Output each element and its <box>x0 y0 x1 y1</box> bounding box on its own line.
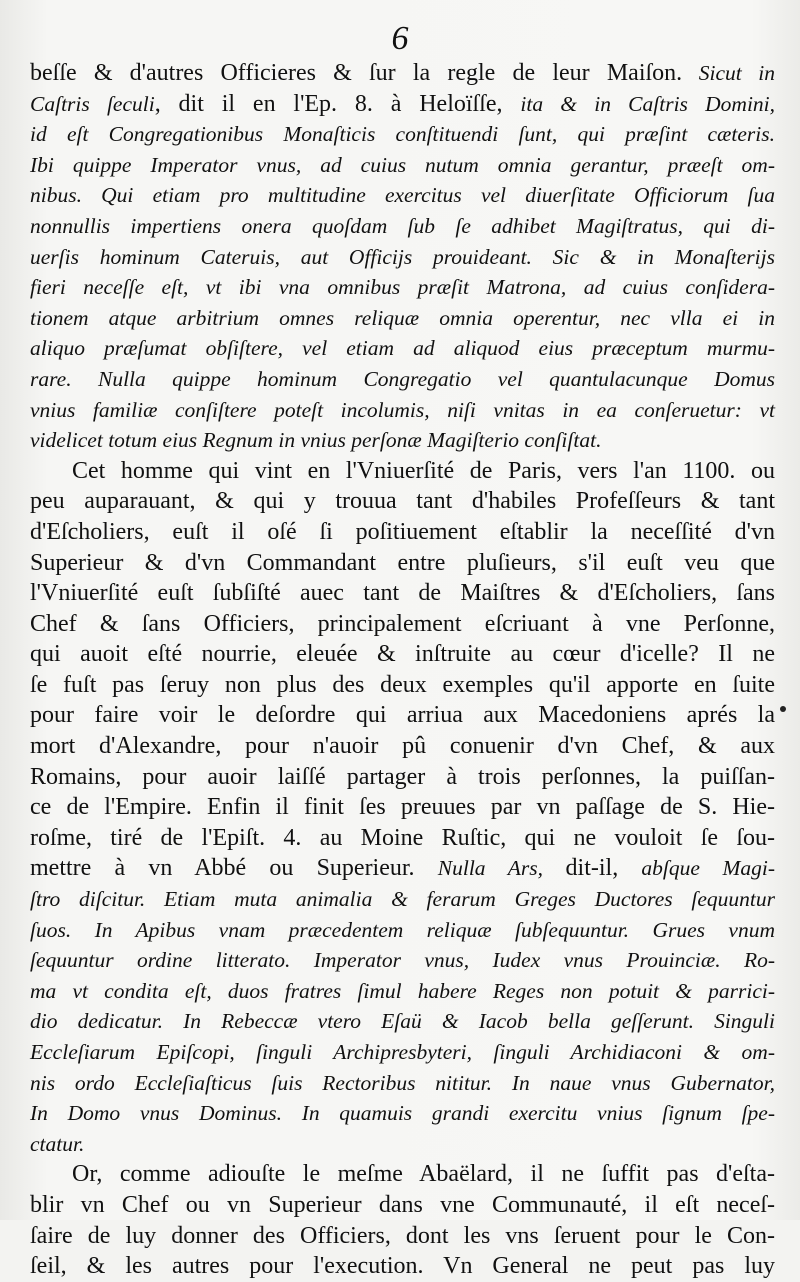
text-line: nibus. Qui etiam pro multitudine exercitus vel diuerſitate Officiorum ſua <box>30 183 775 208</box>
text-line: ſequuntur ordine litterato. Imperator vnus, Iudex vnus Prouinciæ. Ro- <box>30 948 775 973</box>
latin-quote-span: Sicut in <box>682 61 775 85</box>
text-line <box>30 89 775 120</box>
text-line: Ibi quippe Imperator vnus, ad cuius nutum omnia gerantur, præeſt om- <box>30 152 775 177</box>
text-line: In Domo vnus Dominus. In quamuis grandi exercitu vnius ſignum ſpe- <box>30 1101 775 1126</box>
text-line: ce de l'Empire. Enfin il finit ſes preuues par vn paſſage de S. Hie- <box>30 794 775 821</box>
text-line: ſeil, & les autres pour l'execution. Vn General ne peut pas luy <box>30 1253 775 1280</box>
text-line: aliquo præſumat obſiſtere, vel etiam ad aliquod eius præceptum murmu- <box>30 336 775 361</box>
margin-dot-mark <box>780 706 786 712</box>
text-line <box>30 853 775 884</box>
text-line: ſe fuſt pas ſeruy non plus des deux exemples qu'il apporte en ſuite <box>30 671 775 698</box>
text-line: l'Vniuerſité euſt ſubſiſté auec tant de Maiſtres & d'Eſcholiers, ſans <box>30 580 775 607</box>
text-line: vnius familiæ conſiſtere poteſt incolumis, niſi vnitas in ea conſeruetur: vt <box>30 397 775 422</box>
text-line: blir vn Chef ou vn Superieur dans vne Communauté, il eſt neceſ- <box>30 1191 775 1218</box>
text-line: ctatur. <box>30 1131 85 1156</box>
text-line: peu auparauant, & qui y trouua tant d'habiles Profeſſeurs & tant <box>30 488 775 515</box>
text-line: ma vt condita eſt, duos fratres ſimul habere Reges non potuit & parrici- <box>30 978 775 1003</box>
text-line: ſtro diſcitur. Etiam muta animalia & ferarum Greges Ductores ſequuntur <box>30 887 775 912</box>
text-line: Superieur & d'vn Commandant entre pluſieurs, s'il euſt veu que <box>30 549 775 576</box>
french-text-span: , dit il en l'Ep. 8. à Heloïſſe, <box>154 90 521 117</box>
text-line: id eſt Congregationibus Monaſticis conſtituendi ſunt, qui præſint cæteris. <box>30 122 775 147</box>
text-line: Or, comme adiouſte le meſme Abaëlard, il ne ſuffit pas d'eſta- <box>72 1161 775 1188</box>
text-line: ſaire de luy donner des Officiers, dont les vns ſeruent pour le Con- <box>30 1222 775 1249</box>
text-line: Eccleſiarum Epiſcopi, ſinguli Archipresbyteri, ſinguli Archidiaconi & om- <box>30 1040 775 1064</box>
text-line: Cet homme qui vint en l'Vniuerſité de Paris, vers l'an 1100. ou <box>72 457 775 484</box>
text-line: tionem atque arbitrium omnes reliquæ omnia operentur, nec vlla ei in <box>30 305 775 330</box>
text-line: uerſis hominum Cateruis, aut Officijs prouideant. Sic & in Monaſterijs <box>30 244 775 269</box>
text-line <box>30 58 775 89</box>
latin-quote-span: abſque Magi- <box>641 856 776 881</box>
text-line: videlicet totum eius Regnum in vnius perſonæ Magiſterio conſiſtat. <box>30 428 602 453</box>
text-line: ſuos. In Apibus vnam præcedentem reliquæ ſubſequuntur. Grues vnum <box>30 917 775 942</box>
latin-quote-span: ita & in Caſtris Domini, <box>520 91 776 116</box>
french-text-span: mettre à vn Abbé ou Superieur. <box>30 855 438 882</box>
latin-quote-span: Nulla Ars, <box>437 856 566 881</box>
text-line: roſme, tiré de l'Epiſt. 4. au Moine Ruſtic, qui ne vouloit ſe ſou- <box>30 824 775 851</box>
french-text-span: dit-il, <box>565 855 642 882</box>
text-line: d'Eſcholiers, euſt il oſé ſi poſitiuement eſtablir la neceſſité d'vn <box>30 518 775 545</box>
text-line: pour faire voir le deſordre qui arriua aux Macedoniens aprés la <box>30 702 775 729</box>
page-number: 6 <box>391 20 409 57</box>
text-line: fieri neceſſe eſt, vt ibi vna omnibus præſit Matrona, ad cuius conſidera- <box>30 275 775 300</box>
text-line: Chef & ſans Officiers, principalement eſcriuant à vne Perſonne, <box>30 610 775 637</box>
french-text-span: beſſe & d'autres Officieres & ſur la regle de leur Maiſon. <box>30 60 683 86</box>
text-line: qui auoit eſté nourrie, eleuée & inſtruite au cœur d'icelle? Il ne <box>30 641 775 668</box>
text-line: nonnullis impertiens onera quoſdam ſub ſe adhibet Magiſtratus, qui di- <box>30 213 775 238</box>
text-line: rare. Nulla quippe hominum Congregatio vel quantulacunque Domus <box>30 366 775 391</box>
text-line: mort d'Alexandre, pour n'auoir pû conuenir d'vn Chef, & aux <box>30 733 775 760</box>
text-line: Romains, pour auoir laiſſé partager à trois perſonnes, la puiſſan- <box>30 763 775 790</box>
latin-quote-span: Caſtris ſeculi <box>30 91 155 116</box>
page-body-text <box>30 58 775 1282</box>
text-line: nis ordo Eccleſiaſticus ſuis Rectoribus nititur. In naue vnus Gubernator, <box>30 1070 775 1095</box>
text-line: dio dedicatur. In Rebeccæ vtero Eſaü & Iacob bella geſſerunt. Singuli <box>30 1009 775 1034</box>
